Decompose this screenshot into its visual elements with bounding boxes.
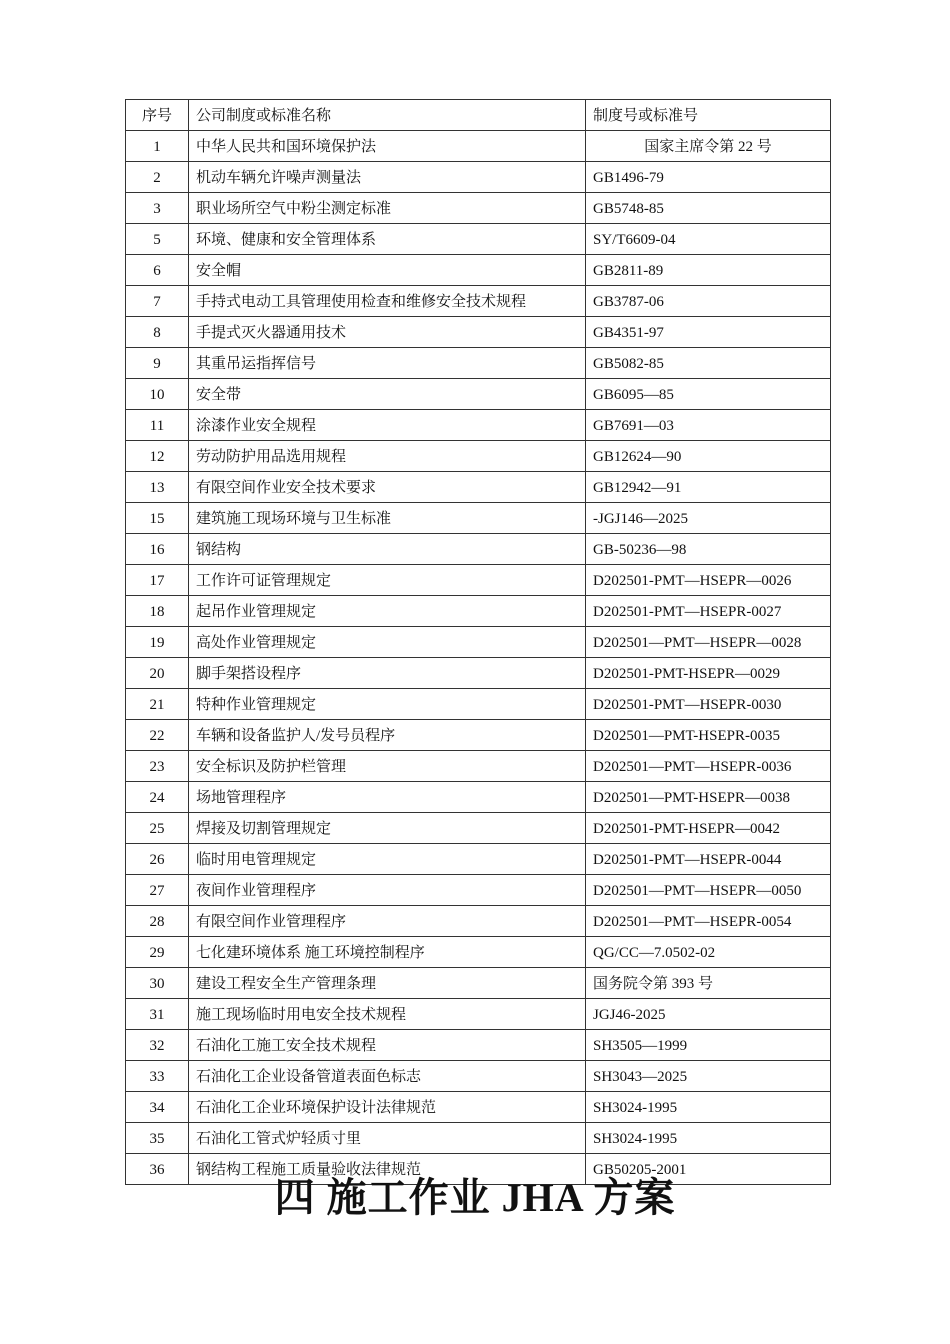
table-row [126, 534, 831, 565]
row-number: 19 [126, 627, 189, 658]
standard-code: SH3024-1995 [586, 1123, 831, 1154]
row-number: 11 [126, 410, 189, 441]
standard-name: 石油化工施工安全技术规程 [189, 1030, 586, 1061]
row-number: 10 [126, 379, 189, 410]
row-number: 22 [126, 720, 189, 751]
table-row [126, 224, 831, 255]
table-row [126, 751, 831, 782]
table-row [126, 286, 831, 317]
standards-table [125, 99, 831, 1185]
standard-code: -JGJ146—2025 [586, 503, 831, 534]
row-number: 35 [126, 1123, 189, 1154]
standard-code: D202501—PMT—HSEPR—0050 [586, 875, 831, 906]
standard-code: GB50205-2001 [586, 1154, 831, 1185]
standard-name: 施工现场临时用电安全技术规程 [189, 999, 586, 1030]
table-row [126, 999, 831, 1030]
table-row [126, 844, 831, 875]
row-number: 26 [126, 844, 189, 875]
standard-name: 有限空间作业安全技术要求 [189, 472, 586, 503]
table-row [126, 503, 831, 534]
row-number: 31 [126, 999, 189, 1030]
standard-code: QG/CC—7.0502-02 [586, 937, 831, 968]
standard-code: D202501-PMT—HSEPR—0026 [586, 565, 831, 596]
row-number: 8 [126, 317, 189, 348]
standard-name: 安全带 [189, 379, 586, 410]
standard-name: 石油化工企业环境保护设计法律规范 [189, 1092, 586, 1123]
standard-name: 中华人民共和国环境保护法 [189, 131, 586, 162]
standard-code: GB5082-85 [586, 348, 831, 379]
standard-code: D202501-PMT-HSEPR—0029 [586, 658, 831, 689]
row-number: 5 [126, 224, 189, 255]
table-row [126, 627, 831, 658]
header-no: 序号 [126, 100, 189, 131]
standard-code: SY/T6609-04 [586, 224, 831, 255]
standard-code: SH3505—1999 [586, 1030, 831, 1061]
standard-code: GB12942—91 [586, 472, 831, 503]
row-number: 2 [126, 162, 189, 193]
standard-name: 环境、健康和安全管理体系 [189, 224, 586, 255]
header-name: 公司制度或标准名称 [189, 100, 586, 131]
table-row [126, 813, 831, 844]
standard-name: 涂漆作业安全规程 [189, 410, 586, 441]
row-number: 33 [126, 1061, 189, 1092]
standard-name: 石油化工管式炉轻质寸里 [189, 1123, 586, 1154]
table-row [126, 1061, 831, 1092]
standard-name: 钢结构 [189, 534, 586, 565]
standard-name: 车辆和设备监护人/发号员程序 [189, 720, 586, 751]
row-number: 36 [126, 1154, 189, 1185]
table-row [126, 658, 831, 689]
standard-code: GB1496-79 [586, 162, 831, 193]
row-number: 3 [126, 193, 189, 224]
table-row [126, 1092, 831, 1123]
standard-name: 工作许可证管理规定 [189, 565, 586, 596]
standard-name: 有限空间作业管理程序 [189, 906, 586, 937]
row-number: 29 [126, 937, 189, 968]
standard-name: 安全标识及防护栏管理 [189, 751, 586, 782]
standard-code: 国家主席令第 22 号 [586, 131, 831, 162]
standard-code: D202501—PMT—HSEPR-0036 [586, 751, 831, 782]
standard-code: D202501-PMT—HSEPR-0044 [586, 844, 831, 875]
standard-name: 临时用电管理规定 [189, 844, 586, 875]
standard-name: 石油化工企业设备管道表面色标志 [189, 1061, 586, 1092]
table-row [126, 596, 831, 627]
row-number: 23 [126, 751, 189, 782]
table-row [126, 255, 831, 286]
standard-name: 七化建环境体系 施工环境控制程序 [189, 937, 586, 968]
standard-name: 夜间作业管理程序 [189, 875, 586, 906]
table-row [126, 906, 831, 937]
row-number: 1 [126, 131, 189, 162]
row-number: 32 [126, 1030, 189, 1061]
standard-code: D202501-PMT—HSEPR-0030 [586, 689, 831, 720]
standard-code: GB7691—03 [586, 410, 831, 441]
standard-name: 职业场所空气中粉尘测定标准 [189, 193, 586, 224]
row-number: 13 [126, 472, 189, 503]
row-number: 21 [126, 689, 189, 720]
standards-table-body [126, 100, 831, 1185]
table-row [126, 379, 831, 410]
standard-name: 建设工程安全生产管理条理 [189, 968, 586, 999]
standard-name: 钢结构工程施工质量验收法律规范 [189, 1154, 586, 1185]
standard-code: GB5748-85 [586, 193, 831, 224]
table-row [126, 193, 831, 224]
standard-name: 劳动防护用品选用规程 [189, 441, 586, 472]
table-row [126, 131, 831, 162]
table-row [126, 720, 831, 751]
table-row [126, 968, 831, 999]
standard-name: 焊接及切割管理规定 [189, 813, 586, 844]
row-number: 9 [126, 348, 189, 379]
table-row [126, 937, 831, 968]
standard-code: SH3024-1995 [586, 1092, 831, 1123]
standard-name: 建筑施工现场环境与卫生标准 [189, 503, 586, 534]
table-row [126, 1030, 831, 1061]
table-row [126, 348, 831, 379]
standard-name: 场地管理程序 [189, 782, 586, 813]
section-title: 四 施工作业 JHA 方案 [274, 1175, 676, 1220]
standard-name: 手持式电动工具管理使用检查和维修安全技术规程 [189, 286, 586, 317]
row-number: 18 [126, 596, 189, 627]
standard-code: GB4351-97 [586, 317, 831, 348]
standard-code: GB-50236—98 [586, 534, 831, 565]
row-number: 6 [126, 255, 189, 286]
standard-code: GB12624—90 [586, 441, 831, 472]
standard-code: D202501—PMT—HSEPR-0054 [586, 906, 831, 937]
standard-name: 其重吊运指挥信号 [189, 348, 586, 379]
row-number: 16 [126, 534, 189, 565]
table-row [126, 782, 831, 813]
table-row [126, 689, 831, 720]
row-number: 7 [126, 286, 189, 317]
table-row [126, 410, 831, 441]
standard-code: D202501—PMT—HSEPR—0028 [586, 627, 831, 658]
table-row [126, 565, 831, 596]
table-row [126, 317, 831, 348]
table-row [126, 441, 831, 472]
standard-name: 起吊作业管理规定 [189, 596, 586, 627]
standard-code: 国务院令第 393 号 [586, 968, 831, 999]
row-number: 12 [126, 441, 189, 472]
standard-code: D202501—PMT-HSEPR—0038 [586, 782, 831, 813]
row-number: 30 [126, 968, 189, 999]
table-row [126, 875, 831, 906]
table-header-row [126, 100, 831, 131]
standard-code: GB6095—85 [586, 379, 831, 410]
table-row [126, 1123, 831, 1154]
row-number: 27 [126, 875, 189, 906]
standard-code: JGJ46-2025 [586, 999, 831, 1030]
standard-name: 安全帽 [189, 255, 586, 286]
row-number: 28 [126, 906, 189, 937]
standard-code: D202501-PMT—HSEPR-0027 [586, 596, 831, 627]
standard-code: GB2811-89 [586, 255, 831, 286]
standard-code: D202501—PMT-HSEPR-0035 [586, 720, 831, 751]
standard-code: SH3043—2025 [586, 1061, 831, 1092]
row-number: 34 [126, 1092, 189, 1123]
standard-name: 脚手架搭设程序 [189, 658, 586, 689]
standard-code: D202501-PMT-HSEPR—0042 [586, 813, 831, 844]
table-row [126, 162, 831, 193]
header-code: 制度号或标准号 [586, 100, 831, 131]
row-number: 15 [126, 503, 189, 534]
standard-name: 高处作业管理规定 [189, 627, 586, 658]
row-number: 24 [126, 782, 189, 813]
table-row [126, 472, 831, 503]
standard-name: 手提式灭火器通用技术 [189, 317, 586, 348]
row-number: 20 [126, 658, 189, 689]
standard-code: GB3787-06 [586, 286, 831, 317]
standard-name: 机动车辆允许噪声测量法 [189, 162, 586, 193]
standard-name: 特种作业管理规定 [189, 689, 586, 720]
row-number: 25 [126, 813, 189, 844]
row-number: 17 [126, 565, 189, 596]
